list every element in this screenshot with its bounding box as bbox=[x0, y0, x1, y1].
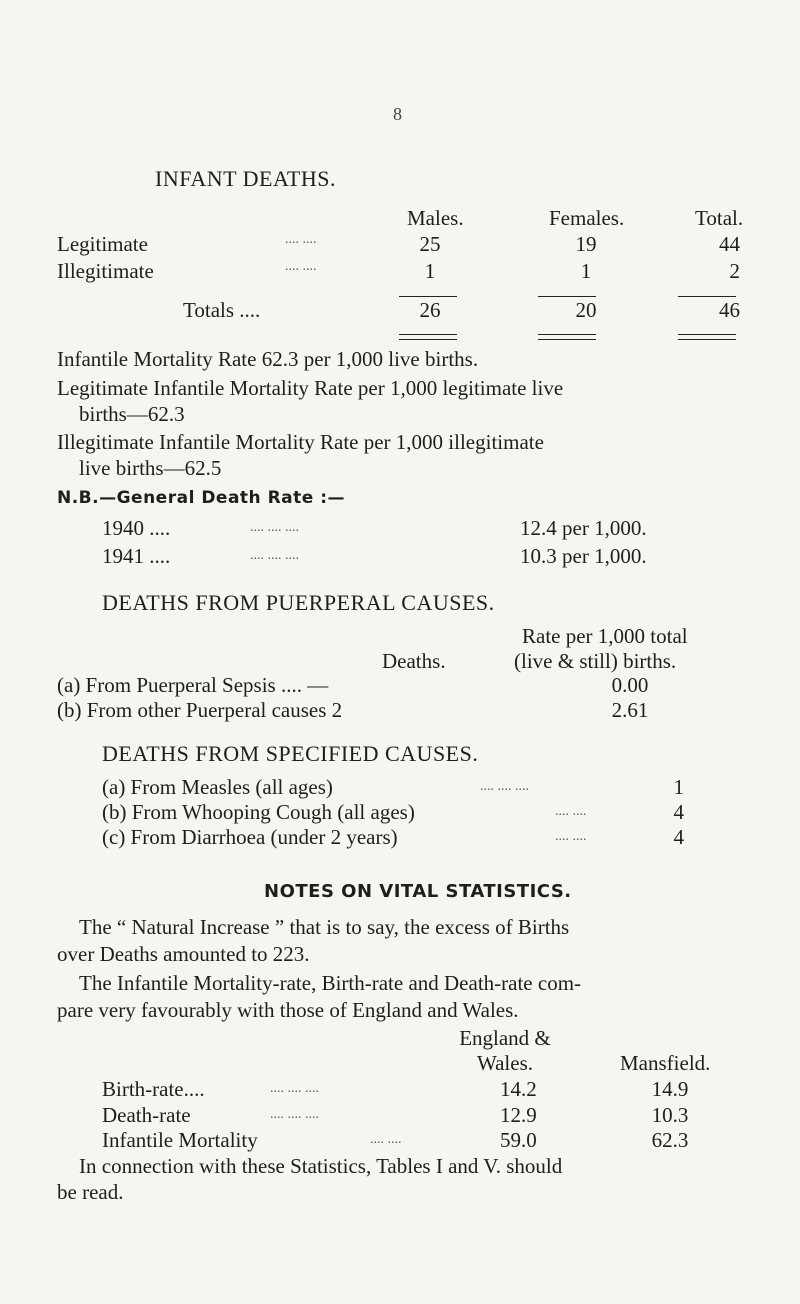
row-leader: .... .... .... bbox=[270, 1107, 319, 1122]
leader: .... .... .... bbox=[480, 779, 529, 794]
cell-males: 25 bbox=[419, 232, 441, 256]
year: 1941 .... bbox=[102, 544, 171, 568]
row-label: Infantile Mortality bbox=[102, 1128, 258, 1152]
cell-ew: 14.2 bbox=[500, 1077, 537, 1101]
rate-header-line1: Rate per 1,000 total bbox=[522, 624, 688, 648]
double-rule bbox=[399, 334, 457, 340]
leader: .... .... bbox=[555, 804, 587, 819]
deaths-header: Deaths. bbox=[382, 649, 446, 673]
puerperal-title: DEATHS FROM PUERPERAL CAUSES. bbox=[102, 590, 495, 615]
row-label: Death-rate bbox=[102, 1103, 191, 1127]
cell-females: 20 bbox=[575, 298, 597, 322]
rate: 12.4 per 1,000. bbox=[520, 516, 647, 540]
puerperal-label: (a) From Puerperal Sepsis .... — bbox=[57, 673, 329, 697]
page-number: 8 bbox=[393, 104, 402, 124]
cause-label: (b) From Whooping Cough (all ages) bbox=[102, 800, 415, 824]
infantile-mortality-rate: Infantile Mortality Rate 62.3 per 1,000 live births. bbox=[57, 347, 479, 371]
row-leader: .... .... bbox=[285, 232, 317, 247]
header-ew-line2: Wales. bbox=[476, 1051, 534, 1075]
totals-label: Totals .... bbox=[183, 298, 261, 322]
puerperal-rate: 2.61 bbox=[611, 698, 649, 722]
header-males: Males. bbox=[407, 206, 464, 230]
cell-total: 46 bbox=[719, 298, 740, 322]
notes-p1-line2: over Deaths amounted to 223. bbox=[57, 942, 310, 966]
notes-p2-line2: pare very favourably with those of England and Wales. bbox=[57, 998, 519, 1022]
leader: .... .... .... bbox=[250, 520, 299, 535]
cell-females: 1 bbox=[580, 259, 592, 283]
cell-mansfield: 10.3 bbox=[651, 1103, 689, 1127]
puerperal-rate: 0.00 bbox=[611, 673, 649, 697]
notes-p1-line1: The “ Natural Increase ” that is to say, the excess of Births bbox=[79, 915, 570, 939]
header-females: Females. bbox=[549, 206, 625, 230]
row-leader: .... .... bbox=[370, 1132, 402, 1147]
sum-rule bbox=[678, 296, 736, 297]
sum-rule bbox=[399, 296, 457, 297]
cell-total: 44 bbox=[719, 232, 740, 256]
cause-value: 4 bbox=[673, 800, 684, 824]
cause-value: 1 bbox=[673, 775, 684, 799]
cell-ew: 12.9 bbox=[500, 1103, 537, 1127]
cause-value: 4 bbox=[673, 825, 684, 849]
header-mansfield: Mansfield. bbox=[620, 1051, 711, 1075]
header-total: Total. bbox=[695, 206, 744, 230]
illegitimate-rate-line1: Illegitimate Infantile Mortality Rate per 1,000 illegitimate bbox=[57, 430, 544, 454]
puerperal-label: (b) From other Puerperal causes 2 bbox=[57, 698, 343, 722]
sum-rule bbox=[538, 296, 596, 297]
double-rule bbox=[678, 334, 736, 340]
row-leader: .... .... bbox=[285, 259, 317, 274]
cell-mansfield: 62.3 bbox=[651, 1128, 689, 1152]
legitimate-rate-line2: births—62.3 bbox=[79, 402, 185, 426]
specified-title: DEATHS FROM SPECIFIED CAUSES. bbox=[102, 741, 479, 766]
row-label: Illegitimate bbox=[57, 259, 154, 283]
row-leader: .... .... .... bbox=[270, 1081, 319, 1096]
cell-females: 19 bbox=[575, 232, 597, 256]
cell-mansfield: 14.9 bbox=[651, 1077, 689, 1101]
rate: 10.3 per 1,000. bbox=[520, 544, 647, 568]
row-label: Legitimate bbox=[57, 232, 148, 256]
double-rule bbox=[538, 334, 596, 340]
notes-title: NOTES ON VITAL STATISTICS. bbox=[264, 881, 572, 902]
year: 1940 .... bbox=[102, 516, 171, 540]
notes-p2-line1: The Infantile Mortality-rate, Birth-rate and Death-rate com- bbox=[79, 971, 582, 995]
cell-males: 26 bbox=[419, 298, 441, 322]
rate-header-line2: (live & still) births. bbox=[514, 649, 677, 673]
notes-p3-line2: be read. bbox=[57, 1180, 124, 1204]
legitimate-rate-line1: Legitimate Infantile Mortality Rate per 1,000 legitimate live bbox=[57, 376, 564, 400]
illegitimate-rate-line2: live births—62.5 bbox=[79, 456, 222, 480]
cell-ew: 59.0 bbox=[500, 1128, 537, 1152]
infant-deaths-title: INFANT DEATHS. bbox=[155, 166, 336, 191]
notes-p3-line1: In connection with these Statistics, Tables I and V. should bbox=[79, 1154, 563, 1178]
header-ew-line1: England & bbox=[459, 1026, 551, 1050]
cause-label: (c) From Diarrhoea (under 2 years) bbox=[102, 825, 398, 849]
cause-label: (a) From Measles (all ages) bbox=[102, 775, 333, 799]
cell-males: 1 bbox=[424, 259, 436, 283]
general-death-rate-label: N.B.—General Death Rate :— bbox=[57, 488, 346, 508]
leader: .... .... .... bbox=[250, 548, 299, 563]
cell-total: 2 bbox=[729, 259, 740, 283]
leader: .... .... bbox=[555, 829, 587, 844]
row-label: Birth-rate.... bbox=[102, 1077, 205, 1101]
